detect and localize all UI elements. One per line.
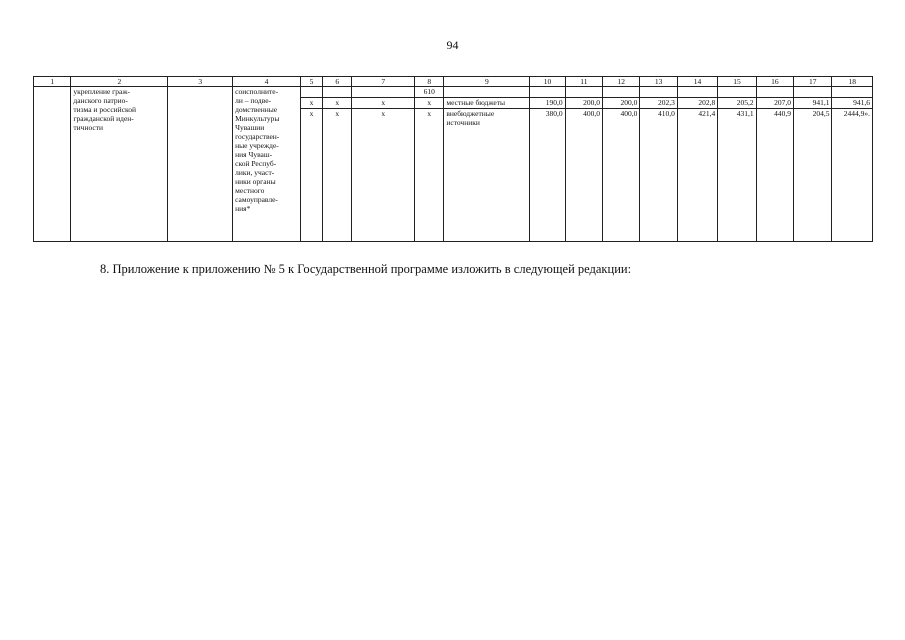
value-cell: 190,0 [530,98,565,109]
header-row [34,77,873,87]
header-cell: 9 [444,77,530,87]
cell-col6: х [323,98,352,109]
header-cell: 13 [640,77,677,87]
header-cell: 7 [352,77,415,87]
cell-col7 [352,87,415,98]
value-cell: 431,1 [718,109,756,242]
header-cell: 2 [71,77,168,87]
cell-col5 [300,87,322,98]
funding-source-cell: местные бюджеты [444,98,530,109]
cell-col5: х [300,109,322,242]
cell-col9 [444,87,530,98]
value-cell: 400,0 [603,109,640,242]
value-cell: 941,6 [832,98,873,109]
value-cell: 202,8 [677,98,717,109]
cell-col3 [168,87,233,242]
value-cell: 207,0 [756,98,793,109]
header-cell: 10 [530,77,565,87]
cell-col5: х [300,98,322,109]
header-cell: 18 [832,77,873,87]
value-cell: 941,1 [794,98,832,109]
header-cell: 4 [233,77,301,87]
value-cell: 380,0 [530,109,565,242]
value-cell: 440,9 [756,109,793,242]
cell-col6 [323,87,352,98]
value-cell: 200,0 [603,98,640,109]
program-table [33,76,873,242]
header-cell: 11 [565,77,602,87]
value-cell: 202,3 [640,98,677,109]
page-number: 94 [446,38,459,52]
header-cell: 16 [756,77,793,87]
header-cell: 5 [300,77,322,87]
value-cell: 421,4 [677,109,717,242]
value-cell: 400,0 [565,109,602,242]
cell-col8: 610 [415,87,444,98]
header-cell: 1 [34,77,71,87]
funding-source-cell: внебюджетные источники [444,109,530,242]
instruction-paragraph: 8. Приложение к приложению № 5 к Государственной программе изложить в следующей редакции: [100,262,632,276]
cell-col8: х [415,98,444,109]
cell-col7: х [352,109,415,242]
cell-col1 [34,87,71,242]
value-cell: 204,5 [794,109,832,242]
header-cell: 6 [323,77,352,87]
value-cell: 200,0 [565,98,602,109]
table-row [34,87,873,98]
header-cell: 15 [718,77,756,87]
value-cell: 2444,9». [832,109,873,242]
header-cell: 12 [603,77,640,87]
value-cell: 410,0 [640,109,677,242]
cell-col6: х [323,109,352,242]
header-cell: 8 [415,77,444,87]
coexecutors-cell: соисполните- ли – подве- домственные Минкультуры Чувашии государствен- ные учрежде- ния Чуваш- ской Респуб- лики, участ- ники органы местного самоуправле- ния* [233,87,301,242]
cell-col8: х [415,109,444,242]
header-cell: 14 [677,77,717,87]
value-cell: 205,2 [718,98,756,109]
cell-col7: х [352,98,415,109]
goal-text-cell: укрепление граж- данского патрио- тизма и российской гражданской иден- тичности [71,87,168,242]
header-cell: 3 [168,77,233,87]
header-cell: 17 [794,77,832,87]
